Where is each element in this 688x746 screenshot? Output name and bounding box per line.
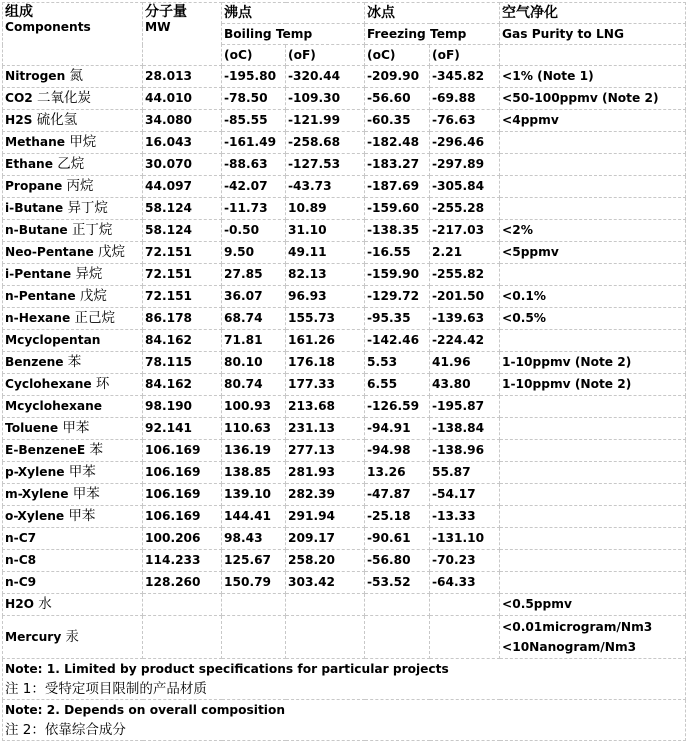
freezing-c-cell: -47.87 <box>365 484 430 506</box>
header-freezing-en: Freezing Temp <box>365 24 500 45</box>
boiling-f-cell: -258.68 <box>286 132 365 154</box>
component-name: Mcyclohexane <box>3 396 143 418</box>
mw-cell <box>143 616 222 659</box>
boiling-f-cell: 49.11 <box>286 242 365 264</box>
component-name: n-C8 <box>3 550 143 572</box>
purity-cell: <4ppmv <box>500 110 686 132</box>
component-name: Neo-Pentane 戊烷 <box>3 242 143 264</box>
header-freezing-cn: 冰点 <box>365 3 500 24</box>
note-1: Note: 1. Limited by product specifications for particular projects 注 1：受特定项目限制的产品材质 <box>3 659 686 700</box>
table-row <box>3 88 686 110</box>
mercury-row <box>3 616 686 659</box>
freezing-c-cell: -129.72 <box>365 286 430 308</box>
boiling-c-cell: -85.55 <box>222 110 286 132</box>
boiling-f-cell: -127.53 <box>286 154 365 176</box>
freezing-f-cell: -195.87 <box>430 396 500 418</box>
table-row <box>3 594 686 616</box>
component-name: Benzene 苯 <box>3 352 143 374</box>
component-name: Mercury 汞 <box>3 616 143 659</box>
mw-cell: 72.151 <box>143 264 222 286</box>
mw-cell: 34.080 <box>143 110 222 132</box>
purity-cell <box>500 550 686 572</box>
components-table <box>2 2 686 741</box>
component-name: p-Xylene 甲苯 <box>3 462 143 484</box>
freezing-c-cell: -94.91 <box>365 418 430 440</box>
table-row <box>3 462 686 484</box>
freezing-c-cell: -56.80 <box>365 550 430 572</box>
boiling-f-cell: 282.39 <box>286 484 365 506</box>
header-boiling-en: Boiling Temp <box>222 24 365 45</box>
boiling-c-cell <box>222 616 286 659</box>
freezing-f-cell: -296.46 <box>430 132 500 154</box>
freezing-f-cell: 41.96 <box>430 352 500 374</box>
mw-cell: 16.043 <box>143 132 222 154</box>
unit-purity-empty <box>500 45 686 66</box>
boiling-c-cell: 80.10 <box>222 352 286 374</box>
mw-cell: 72.151 <box>143 242 222 264</box>
component-name: m-Xylene 甲苯 <box>3 484 143 506</box>
freezing-f-cell: -255.82 <box>430 264 500 286</box>
purity-cell: <5ppmv <box>500 242 686 264</box>
boiling-f-cell: -121.99 <box>286 110 365 132</box>
boiling-c-cell: 144.41 <box>222 506 286 528</box>
table-row <box>3 154 686 176</box>
table-row <box>3 550 686 572</box>
purity-cell: <2% <box>500 220 686 242</box>
table-row <box>3 484 686 506</box>
component-name: Mcyclopentan <box>3 330 143 352</box>
purity-cell <box>500 506 686 528</box>
boiling-f-cell: 176.18 <box>286 352 365 374</box>
freezing-f-cell: -255.28 <box>430 198 500 220</box>
component-name: Ethane 乙烷 <box>3 154 143 176</box>
unit-freezing-c: (oC) <box>365 45 430 66</box>
boiling-c-cell: 27.85 <box>222 264 286 286</box>
freezing-f-cell <box>430 594 500 616</box>
freezing-f-cell: -69.88 <box>430 88 500 110</box>
table-row <box>3 308 686 330</box>
table-row <box>3 330 686 352</box>
freezing-c-cell: 5.53 <box>365 352 430 374</box>
component-name: Nitrogen 氮 <box>3 66 143 88</box>
mw-cell: 78.115 <box>143 352 222 374</box>
purity-cell <box>500 484 686 506</box>
purity-cell <box>500 154 686 176</box>
freezing-f-cell: -13.33 <box>430 506 500 528</box>
mw-cell: 58.124 <box>143 220 222 242</box>
boiling-c-cell: -78.50 <box>222 88 286 110</box>
purity-cell: 1-10ppmv (Note 2) <box>500 374 686 396</box>
mw-cell: 44.097 <box>143 176 222 198</box>
component-name: n-C9 <box>3 572 143 594</box>
component-name: Cyclohexane 环 <box>3 374 143 396</box>
freezing-f-cell: -201.50 <box>430 286 500 308</box>
freezing-f-cell: -217.03 <box>430 220 500 242</box>
freezing-c-cell: -159.90 <box>365 264 430 286</box>
freezing-f-cell: -54.17 <box>430 484 500 506</box>
component-name: H2S 硫化氢 <box>3 110 143 132</box>
table-row <box>3 242 686 264</box>
boiling-c-cell: 80.74 <box>222 374 286 396</box>
purity-cell: <50-100ppmv (Note 2) <box>500 88 686 110</box>
note-2-row <box>3 700 686 741</box>
boiling-c-cell: -42.07 <box>222 176 286 198</box>
boiling-f-cell: 213.68 <box>286 396 365 418</box>
table-row <box>3 506 686 528</box>
freezing-f-cell: -139.63 <box>430 308 500 330</box>
boiling-f-cell <box>286 616 365 659</box>
freezing-f-cell: -138.84 <box>430 418 500 440</box>
boiling-c-cell: 110.63 <box>222 418 286 440</box>
purity-cell <box>500 462 686 484</box>
freezing-c-cell: -53.52 <box>365 572 430 594</box>
table-row <box>3 396 686 418</box>
table-row <box>3 528 686 550</box>
component-name: i-Butane 异丁烷 <box>3 198 143 220</box>
boiling-c-cell: 9.50 <box>222 242 286 264</box>
table-row <box>3 440 686 462</box>
freezing-f-cell: -345.82 <box>430 66 500 88</box>
boiling-f-cell: 258.20 <box>286 550 365 572</box>
note-2: Note: 2. Depends on overall composition 注 2：依靠综合成分 <box>3 700 686 741</box>
boiling-c-cell: -161.49 <box>222 132 286 154</box>
mw-cell: 58.124 <box>143 198 222 220</box>
header-mw: 分子量 MW <box>143 3 222 66</box>
freezing-c-cell: -16.55 <box>365 242 430 264</box>
freezing-f-cell: -305.84 <box>430 176 500 198</box>
freezing-c-cell: -126.59 <box>365 396 430 418</box>
boiling-f-cell: 177.33 <box>286 374 365 396</box>
mw-cell: 92.141 <box>143 418 222 440</box>
freezing-c-cell: -25.18 <box>365 506 430 528</box>
boiling-c-cell: 71.81 <box>222 330 286 352</box>
boiling-c-cell: -88.63 <box>222 154 286 176</box>
mw-cell: 84.162 <box>143 374 222 396</box>
table-row <box>3 176 686 198</box>
freezing-c-cell <box>365 594 430 616</box>
mw-cell: 114.233 <box>143 550 222 572</box>
table-row <box>3 374 686 396</box>
boiling-c-cell: 36.07 <box>222 286 286 308</box>
freezing-c-cell: -138.35 <box>365 220 430 242</box>
boiling-f-cell: 281.93 <box>286 462 365 484</box>
freezing-c-cell: -94.98 <box>365 440 430 462</box>
boiling-f-cell: 231.13 <box>286 418 365 440</box>
mw-cell: 86.178 <box>143 308 222 330</box>
table-row <box>3 418 686 440</box>
purity-cell <box>500 330 686 352</box>
boiling-c-cell: 100.93 <box>222 396 286 418</box>
freezing-f-cell <box>430 616 500 659</box>
component-name: n-Hexane 正己烷 <box>3 308 143 330</box>
table-row <box>3 110 686 132</box>
freezing-c-cell: -159.60 <box>365 198 430 220</box>
table-row <box>3 286 686 308</box>
boiling-c-cell: 98.43 <box>222 528 286 550</box>
table-row <box>3 198 686 220</box>
freezing-c-cell: -209.90 <box>365 66 430 88</box>
purity-cell: <0.1% <box>500 286 686 308</box>
component-name: Toluene 甲苯 <box>3 418 143 440</box>
freezing-c-cell: -183.27 <box>365 154 430 176</box>
boiling-f-cell: 303.42 <box>286 572 365 594</box>
mw-cell: 28.013 <box>143 66 222 88</box>
mw-cell: 106.169 <box>143 484 222 506</box>
freezing-f-cell: 43.80 <box>430 374 500 396</box>
boiling-c-cell <box>222 594 286 616</box>
purity-cell <box>500 528 686 550</box>
component-name: CO2 二氧化炭 <box>3 88 143 110</box>
freezing-c-cell: -56.60 <box>365 88 430 110</box>
purity-cell <box>500 132 686 154</box>
component-name: Methane 甲烷 <box>3 132 143 154</box>
header-purity-cn: 空气净化 <box>500 3 686 24</box>
header-components: 组成 Components <box>3 3 143 66</box>
boiling-f-cell <box>286 594 365 616</box>
boiling-c-cell: -11.73 <box>222 198 286 220</box>
mw-cell: 128.260 <box>143 572 222 594</box>
freezing-c-cell: -142.46 <box>365 330 430 352</box>
freezing-c-cell: -182.48 <box>365 132 430 154</box>
purity-cell: <1% (Note 1) <box>500 66 686 88</box>
freezing-c-cell: -60.35 <box>365 110 430 132</box>
component-name: E-BenzeneE 苯 <box>3 440 143 462</box>
component-name: n-Butane 正丁烷 <box>3 220 143 242</box>
boiling-f-cell: 96.93 <box>286 286 365 308</box>
freezing-f-cell: -70.23 <box>430 550 500 572</box>
mw-cell: 100.206 <box>143 528 222 550</box>
table-row <box>3 66 686 88</box>
boiling-f-cell: 291.94 <box>286 506 365 528</box>
unit-freezing-f: (oF) <box>430 45 500 66</box>
table-row <box>3 132 686 154</box>
freezing-f-cell: -224.42 <box>430 330 500 352</box>
purity-cell: 1-10ppmv (Note 2) <box>500 352 686 374</box>
freezing-f-cell: 55.87 <box>430 462 500 484</box>
component-name: Propane 丙烷 <box>3 176 143 198</box>
mw-cell: 106.169 <box>143 440 222 462</box>
table-row <box>3 264 686 286</box>
mw-cell: 72.151 <box>143 286 222 308</box>
boiling-f-cell: 31.10 <box>286 220 365 242</box>
purity-cell: <0.5ppmv <box>500 594 686 616</box>
boiling-c-cell: 139.10 <box>222 484 286 506</box>
boiling-f-cell: -320.44 <box>286 66 365 88</box>
mw-cell: 44.010 <box>143 88 222 110</box>
mw-cell: 106.169 <box>143 506 222 528</box>
purity-cell: <0.5% <box>500 308 686 330</box>
boiling-f-cell: 10.89 <box>286 198 365 220</box>
unit-boiling-c: (oC) <box>222 45 286 66</box>
component-name: n-C7 <box>3 528 143 550</box>
boiling-c-cell: -195.80 <box>222 66 286 88</box>
mw-cell: 84.162 <box>143 330 222 352</box>
purity-cell: <0.01microgram/Nm3 <10Nanogram/Nm3 <box>500 616 686 659</box>
component-name: i-Pentane 异烷 <box>3 264 143 286</box>
freezing-c-cell <box>365 616 430 659</box>
boiling-f-cell: -109.30 <box>286 88 365 110</box>
purity-cell <box>500 396 686 418</box>
freezing-c-cell: 6.55 <box>365 374 430 396</box>
boiling-f-cell: 209.17 <box>286 528 365 550</box>
header-purity-en: Gas Purity to LNG <box>500 24 686 45</box>
component-name: n-Pentane 戊烷 <box>3 286 143 308</box>
freezing-f-cell: -76.63 <box>430 110 500 132</box>
freezing-f-cell: -297.89 <box>430 154 500 176</box>
header-boiling-cn: 沸点 <box>222 3 365 24</box>
boiling-f-cell: 155.73 <box>286 308 365 330</box>
freezing-c-cell: -90.61 <box>365 528 430 550</box>
component-name: H2O 水 <box>3 594 143 616</box>
unit-boiling-f: (oF) <box>286 45 365 66</box>
purity-cell <box>500 264 686 286</box>
purity-cell <box>500 572 686 594</box>
boiling-f-cell: 161.26 <box>286 330 365 352</box>
note-1-row <box>3 659 686 700</box>
boiling-c-cell: 136.19 <box>222 440 286 462</box>
freezing-c-cell: 13.26 <box>365 462 430 484</box>
freezing-f-cell: -138.96 <box>430 440 500 462</box>
boiling-f-cell: -43.73 <box>286 176 365 198</box>
freezing-f-cell: -64.33 <box>430 572 500 594</box>
freezing-f-cell: -131.10 <box>430 528 500 550</box>
boiling-c-cell: 125.67 <box>222 550 286 572</box>
mw-cell: 98.190 <box>143 396 222 418</box>
mw-cell: 30.070 <box>143 154 222 176</box>
mw-cell <box>143 594 222 616</box>
purity-cell <box>500 440 686 462</box>
component-name: o-Xylene 甲苯 <box>3 506 143 528</box>
table-row <box>3 572 686 594</box>
boiling-f-cell: 277.13 <box>286 440 365 462</box>
boiling-c-cell: 150.79 <box>222 572 286 594</box>
boiling-c-cell: 138.85 <box>222 462 286 484</box>
boiling-f-cell: 82.13 <box>286 264 365 286</box>
freezing-c-cell: -95.35 <box>365 308 430 330</box>
freezing-c-cell: -187.69 <box>365 176 430 198</box>
purity-cell <box>500 176 686 198</box>
purity-cell <box>500 418 686 440</box>
table-row <box>3 220 686 242</box>
boiling-c-cell: -0.50 <box>222 220 286 242</box>
freezing-f-cell: 2.21 <box>430 242 500 264</box>
table-row <box>3 352 686 374</box>
purity-cell <box>500 198 686 220</box>
header-row-cn <box>3 3 686 24</box>
mw-cell: 106.169 <box>143 462 222 484</box>
boiling-c-cell: 68.74 <box>222 308 286 330</box>
